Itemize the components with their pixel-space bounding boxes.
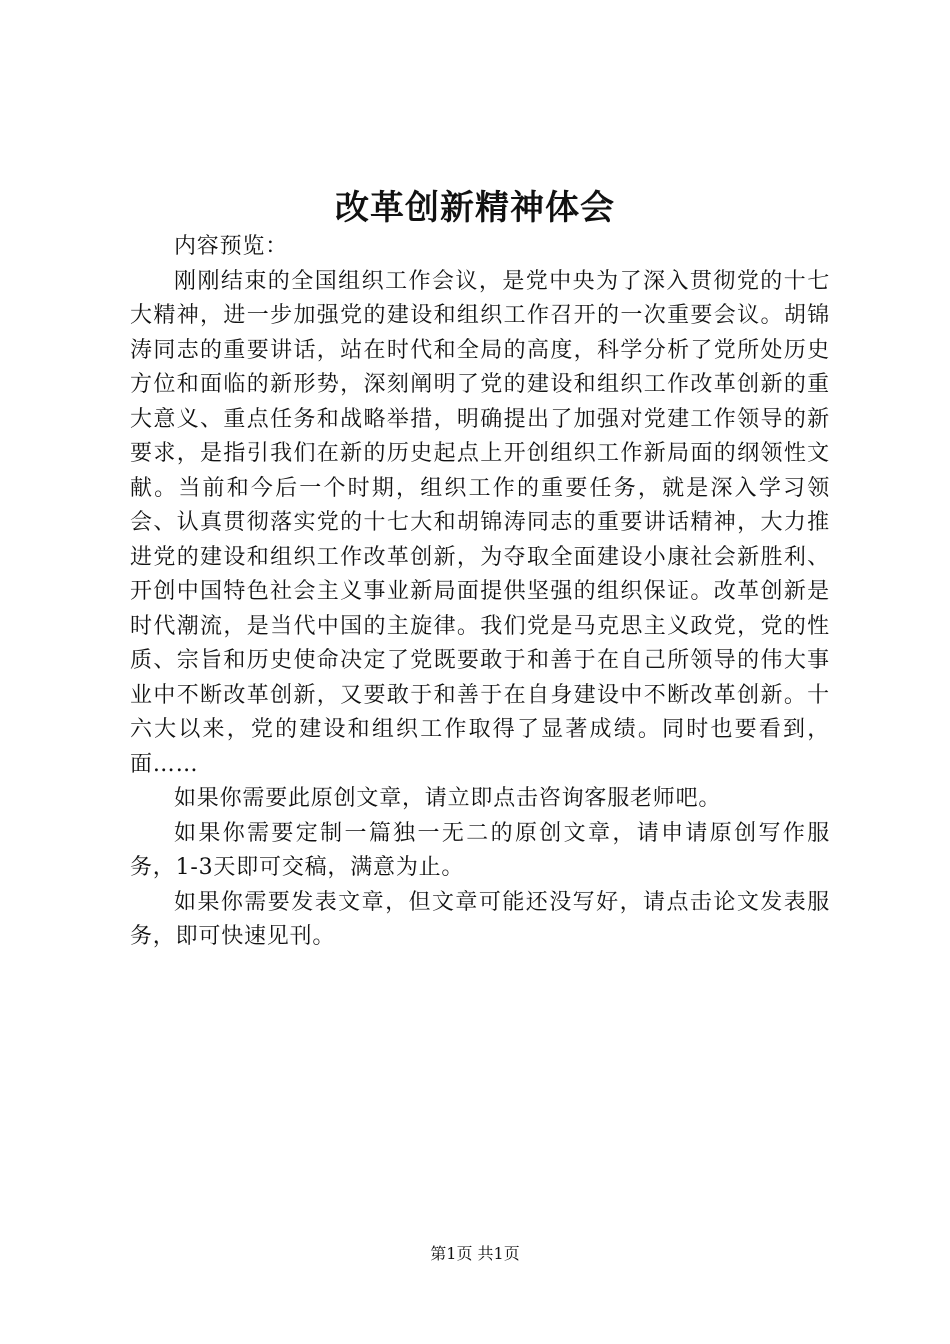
consult-service-paragraph: 如果你需要此原创文章，请立即点击咨询客服老师吧。	[174, 786, 722, 811]
page-number-footer: 第1页 共1页	[430, 1244, 520, 1263]
publishing-service-paragraph: 如果你需要发表文章，但文章可能还没写好，请点击论文发表服务，即可快速见刊。	[130, 889, 830, 949]
document-body	[130, 230, 830, 955]
preview-paragraph: 刚刚结束的全国组织工作会议，是党中央为了深入贯彻党的十七大精神，进一步加强党的建设和组织工作召开的一次重要会议。胡锦涛同志的重要讲话，站在时代和全局的高度，科学分析了党所处历史方位和面临的新形势，深刻阐明了党的建设和组织工作改革创新的重大意义、重点任务和战略举措，明确提出了加强对党建工作领导的新要求，是指引我们在新的历史起点上开创组织工作新局面的纲领性文献。当前和今后一个时期，组织工作的重要任务，就是深入学习领会、认真贯彻落实党的十七大和胡锦涛同志的重要讲话精神，大力推进党的建设和组织工作改革创新，为夺取全面建设小康社会新胜利、开创中国特色社会主义事业新局面提供坚强的组织保证。改革创新是时代潮流，是当代中国的主旋律。我们党是马克思主义政党，党的性质、宗旨和历史使命决定了党既要敢于和善于在自己所领导的伟大事业中不断改革创新，又要敢于和善于在自身建设中不断改革创新。十六大以来，党的建设和组织工作取得了显著成绩。同时也要看到，面……	[130, 268, 830, 777]
document-title: 改革创新精神体会	[335, 188, 615, 228]
custom-writing-paragraph: 如果你需要定制一篇独一无二的原创文章，请申请原创写作服务，1-3天即可交稿，满意为止。	[130, 820, 830, 880]
preview-label: 内容预览：	[174, 234, 289, 259]
